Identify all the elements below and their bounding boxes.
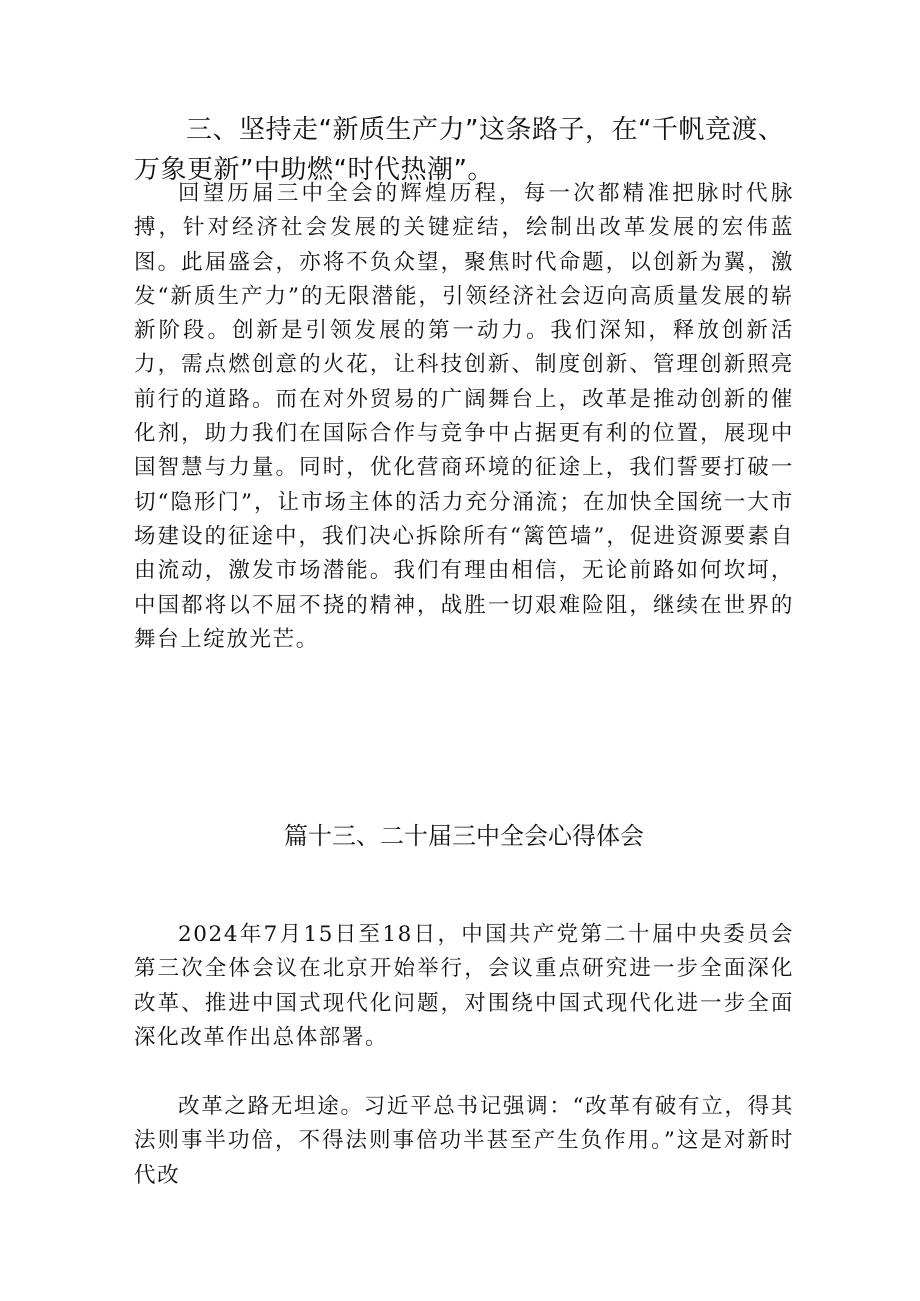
chapter-title: 篇十三、二十届三中全会心得体会 [284,822,644,850]
paragraph-1: 回望历届三中全会的辉煌历程，每一次都精准把脉时代脉搏，针对经济社会发展的关键症结，绘制出改革发展的宏伟蓝图。此届盛会，亦将不负众望，聚焦时代命题，以创新为翼，激发“新质生产力”的无限潜能，引领经济社会迈向高质量发展的崭新阶段。创新是引领发展的第一动力。我们深知，释放创新活力，需点燃创意的火花，让科技创新、制度创新、管理创新照亮前行的道路。而在对外贸易的广阔舞台上，改革是推动创新的催化剂，助力我们在国际合作与竞争中占据更有利的位置，展现中国智慧与力量。同时，优化营商环境的征途上，我们誓要打破一切“隐形门”，让市场主体的活力充分涌流；在加快全国统一大市场建设的征途中，我们决心拆除所有“篱笆墙”，促进资源要素自由流动，激发市场潜能。我们有理由相信，无论前路如何坎坷，中国都将以不屈不挠的精神，战胜一切艰难险阻，继续在世界的舞台上绽放光芒。 [134,181,794,652]
paragraph-2: 2024年7月15日至18日，中国共产党第二十届中央委员会第三次全体会议在北京开始举行，会议重点研究进一步全面深化改革、推进中国式现代化问题，对围绕中国式现代化进一步全面深化改革作出总体部署。 [134,922,794,1050]
paragraph-3: 改革之路无坦途。习近平总书记强调：“改革有破有立，得其法则事半功倍，不得法则事倍功半甚至产生负作用。”这是对新时代改 [134,1094,794,1188]
section-heading: 三、坚持走“新质生产力”这条路子，在“千帆竞渡、万象更新”中助燃“时代热潮”。 [134,115,785,185]
